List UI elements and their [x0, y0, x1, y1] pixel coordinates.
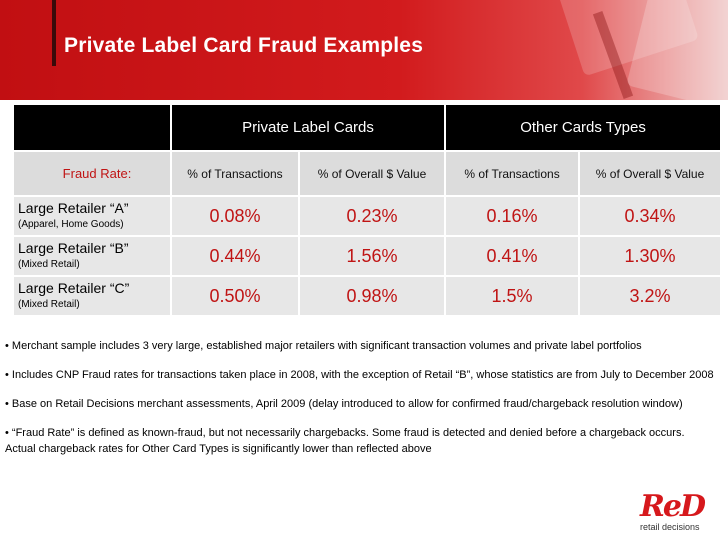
group-header-other-cards: Other Cards Types: [445, 104, 721, 151]
footnotes: [5, 338, 717, 470]
retailer-name: Large Retailer “B”: [18, 240, 129, 256]
value-cell: 0.41%: [445, 236, 579, 276]
retail-decisions-logo: [640, 489, 712, 534]
footnote-item: • “Fraud Rate” is defined as known-fraud, but not necessarily chargebacks. Some fraud is detected and denied before a chargeback occurs. Actual chargeback rates for Other Card Types is significantly lower than reflected above: [5, 427, 685, 455]
sub-header-pl-value: % of Overall $ Value: [299, 151, 445, 196]
table-row: [13, 196, 721, 236]
fraud-rate-table: [12, 103, 722, 317]
sub-header-other-transactions: % of Transactions: [445, 151, 579, 196]
value-cell: 1.30%: [579, 236, 721, 276]
table-row: [13, 236, 721, 276]
fraud-rate-label: Fraud Rate:: [13, 151, 171, 196]
retailer-category: (Mixed Retail): [18, 259, 80, 270]
value-cell: 0.98%: [299, 276, 445, 316]
title-banner: [0, 0, 728, 100]
row-label-cell: [13, 276, 171, 316]
sub-header-pl-transactions: % of Transactions: [171, 151, 299, 196]
row-label-cell: [13, 196, 171, 236]
table-corner-cell: [13, 104, 171, 151]
banner-card-graphic: [458, 0, 728, 100]
value-cell: 1.5%: [445, 276, 579, 316]
value-cell: 3.2%: [579, 276, 721, 316]
footnote-item: • Base on Retail Decisions merchant assessments, April 2009 (delay introduced to allow for confirmed fraud/chargeback resolution window): [5, 398, 683, 410]
retailer-category: (Apparel, Home Goods): [18, 219, 124, 230]
table-sub-header-row: [13, 151, 721, 196]
banner-accent-bar: [52, 0, 56, 66]
value-cell: 0.34%: [579, 196, 721, 236]
retailer-name: Large Retailer “C”: [18, 280, 130, 296]
table-row: [13, 276, 721, 316]
logo-wordmark: retail decisions: [640, 522, 700, 532]
value-cell: 1.56%: [299, 236, 445, 276]
group-header-private-label: Private Label Cards: [171, 104, 445, 151]
footnote-item: • Includes CNP Fraud rates for transactions taken place in 2008, with the exception of Retail “B”, whose statistics are from July to December 2008: [5, 369, 714, 381]
value-cell: 0.16%: [445, 196, 579, 236]
table-group-header-row: [13, 104, 721, 151]
value-cell: 0.50%: [171, 276, 299, 316]
value-cell: 0.08%: [171, 196, 299, 236]
row-label-cell: [13, 236, 171, 276]
logo-mark: ReD: [640, 489, 705, 524]
sub-header-other-value: % of Overall $ Value: [579, 151, 721, 196]
retailer-category: (Mixed Retail): [18, 299, 80, 310]
value-cell: 0.44%: [171, 236, 299, 276]
page-title: Private Label Card Fraud Examples: [64, 34, 424, 57]
retailer-name: Large Retailer “A”: [18, 200, 129, 216]
footnote-item: • Merchant sample includes 3 very large, established major retailers with significant transaction volumes and private label portfolios: [5, 340, 642, 352]
value-cell: 0.23%: [299, 196, 445, 236]
